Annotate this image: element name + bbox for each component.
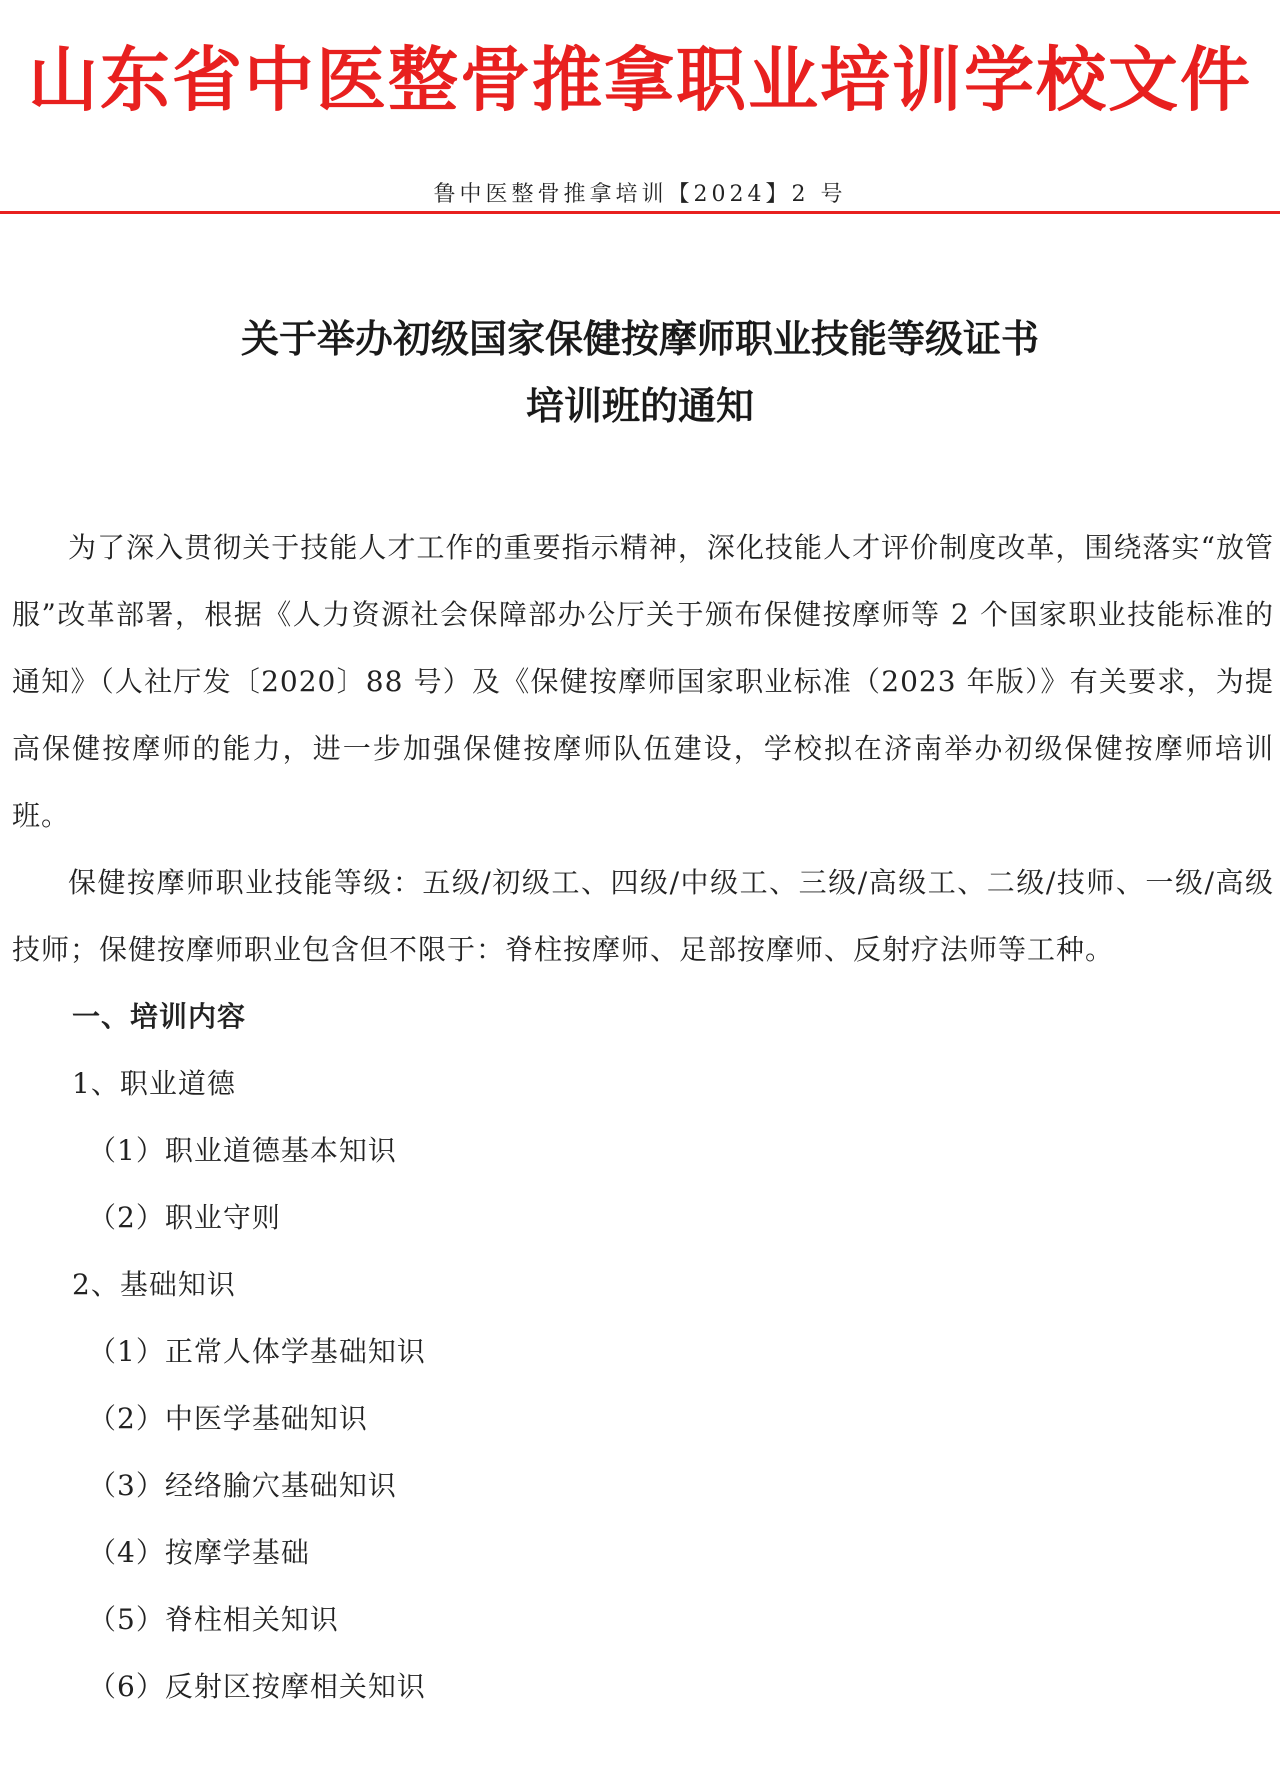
body-paragraph-1: 为了深入贯彻关于技能人才工作的重要指示精神，深化技能人才评价制度改革，围绕落实“放管服”改革部署，根据《人力资源社会保障部办公厅关于颁布保健按摩师等 2 个国家职业技能标准的通知》（人社厅发〔2020〕88 号）及《保健按摩师国家职业标准（2023 年版）》有关要求，为提高保健按摩师的能力，进一步加强保健按摩师队伍建设，学校拟在济南举办初级保健按摩师培训班。: [12, 531, 1274, 832]
red-divider-line: [0, 211, 1280, 214]
list-item: （1）职业道德基本知识: [88, 1134, 397, 1167]
list-item: 1、职业道德: [72, 1067, 236, 1100]
notice-body: [12, 514, 1274, 1720]
list-item: （6）反射区按摩相关知识: [88, 1670, 426, 1703]
document-number: 鲁中医整骨推拿培训【2024】2 号: [433, 182, 847, 207]
notice-title-line-2: 培训班的通知: [525, 383, 754, 428]
list-item: （5）脊柱相关知识: [88, 1603, 339, 1636]
list-item: （2）职业守则: [88, 1201, 281, 1234]
list-item: （2）中医学基础知识: [88, 1402, 368, 1435]
notice-title-line-1: 关于举办初级国家保健按摩师职业技能等级证书: [240, 316, 1039, 361]
list-item: （4）按摩学基础: [88, 1536, 310, 1569]
section-heading-training-content: 一、培训内容: [72, 1000, 247, 1033]
body-paragraph-2: 保健按摩师职业技能等级：五级/初级工、四级/中级工、三级/高级工、二级/技师、一级/高级技师；保健按摩师职业包含但不限于：脊柱按摩师、足部按摩师、反射疗法师等工种。: [12, 866, 1274, 966]
list-item: 2、基础知识: [72, 1268, 236, 1301]
document-masthead: 山东省中医整骨推拿职业培训学校文件: [28, 38, 1252, 121]
list-item: （3）经络腧穴基础知识: [88, 1469, 397, 1502]
list-item: （1）正常人体学基础知识: [88, 1335, 426, 1368]
